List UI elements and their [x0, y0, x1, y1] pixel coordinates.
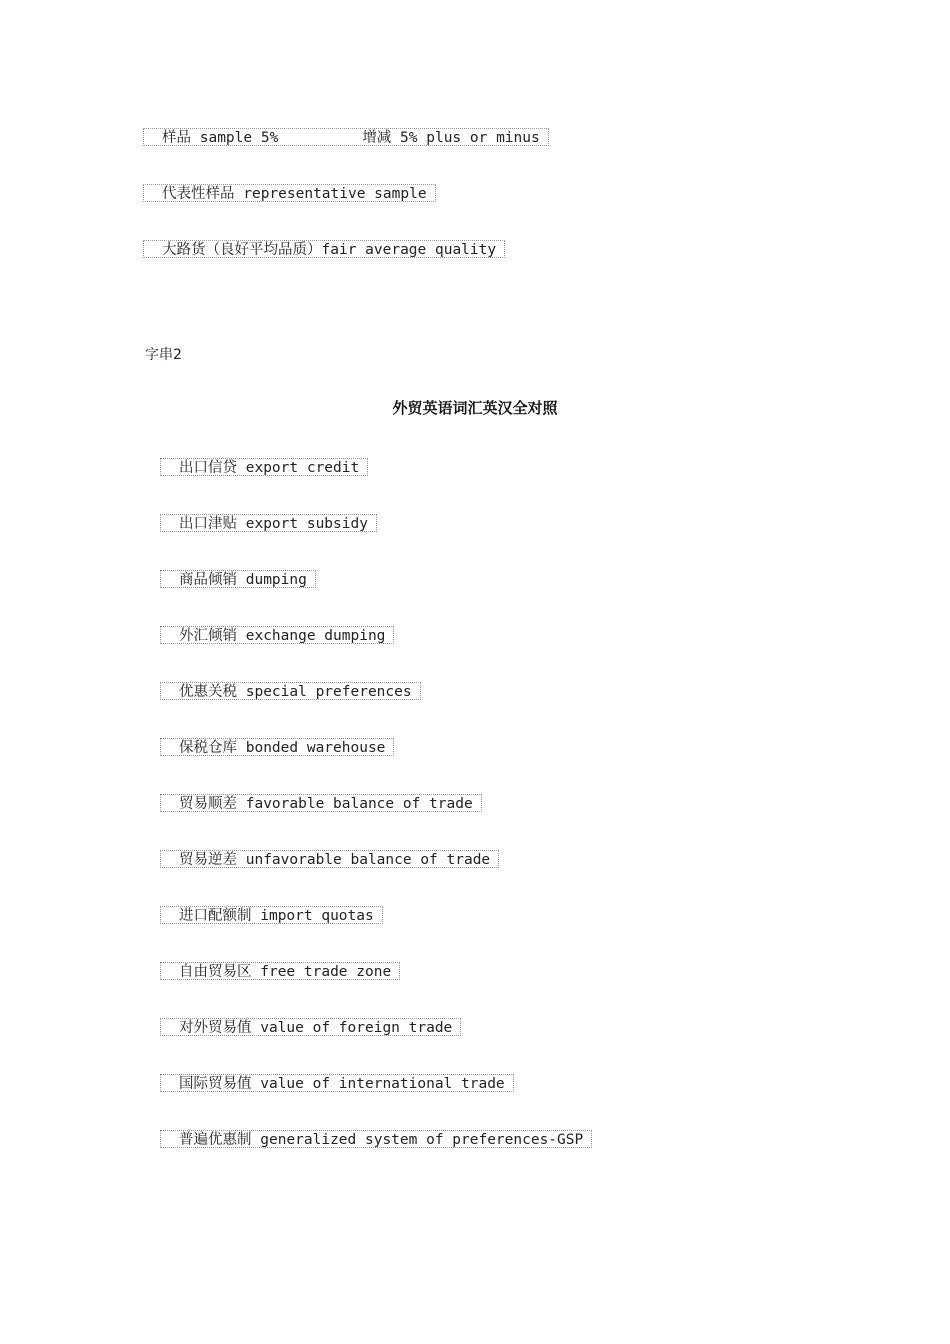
- term-entry: [160, 962, 400, 980]
- term-entry: [160, 906, 383, 924]
- term-text: 出口津贴 export subsidy: [179, 516, 368, 532]
- term-entry: [143, 240, 505, 258]
- term-text: 对外贸易值 value of foreign trade: [179, 1020, 453, 1036]
- term-text: 贸易逆差 unfavorable balance of trade: [179, 852, 491, 868]
- term-text: 出口信贷 export credit: [179, 460, 360, 476]
- term-entry: [160, 682, 421, 700]
- section-label: 字串2: [145, 347, 182, 363]
- term-entry: [160, 514, 377, 532]
- term-entry: [160, 1018, 461, 1036]
- term-entry: [160, 850, 499, 868]
- term-text: 普遍优惠制 generalized system of preferences-GSP: [179, 1132, 584, 1148]
- term-text: 国际贸易值 value of international trade: [179, 1076, 505, 1092]
- term-text: 贸易顺差 favorable balance of trade: [179, 796, 473, 812]
- term-text: 样品 sample 5%: [162, 130, 279, 146]
- term-text: 大路货（良好平均品质）fair average quality: [162, 242, 497, 258]
- term-text: 商品倾销 dumping: [179, 572, 307, 588]
- term-entry: [160, 738, 394, 756]
- term-text: 保税仓库 bonded warehouse: [179, 740, 386, 756]
- term-entry: [160, 1130, 592, 1148]
- term-entry: [143, 184, 436, 202]
- term-entry: [160, 570, 316, 588]
- term-text: 外汇倾销 exchange dumping: [179, 628, 386, 644]
- term-entry: [160, 626, 394, 644]
- term-text: 优惠关税 special preferences: [179, 684, 412, 700]
- term-text: 增减 5% plus or minus: [362, 130, 540, 146]
- term-text: 自由贸易区 free trade zone: [179, 964, 392, 980]
- term-entry: [143, 128, 549, 146]
- term-entry: [160, 458, 368, 476]
- term-text: 进口配额制 import quotas: [179, 908, 374, 924]
- page-title: 外贸英语词汇英汉全对照: [392, 399, 558, 417]
- term-text: 代表性样品 representative sample: [162, 186, 427, 202]
- term-entry: [160, 1074, 514, 1092]
- term-entry: [160, 794, 482, 812]
